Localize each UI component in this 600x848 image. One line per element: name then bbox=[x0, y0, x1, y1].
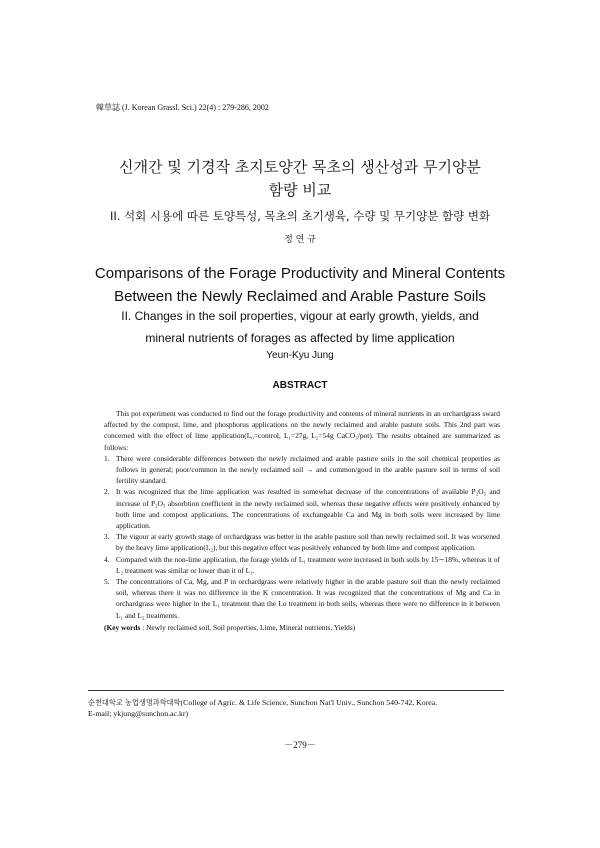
korean-author: 정 연 규 bbox=[284, 235, 316, 245]
korean-title-line-1: 신개간 및 기경작 초지토양간 목초의 생산성과 무기양분 bbox=[119, 158, 481, 176]
korean-subtitle: II. 석회 시용에 따른 토양특성, 목초의 초기생육, 수량 및 무기양분 함량 변화 bbox=[109, 209, 491, 223]
finding-item bbox=[104, 453, 500, 487]
finding-text: Compared with the non-lime application, the forage yields of L₁ treatment were increased in both soils by 15∼18%, whereas it of L₂ treatment was similar or lower than it of L₁. bbox=[116, 554, 500, 575]
finding-text: The vigour at early growth stage of orchardgrass was better in the arable pasture soil than newly reclaimed soil. It was worsened by the heavy lime application(L₂), but this negative effect was positively enhanced by both lime and compost application. bbox=[116, 532, 500, 553]
finding-text: The concentrations of Ca, Mg, and P in orchardgrass were relatively higher in the arable pasture soil than the newly reclaimed soil, whereas there it was no difference in the K concentration. It was recognized that the concentrations of Mg and Ca in orchardgrass were higher in the L₁ treatment than the Lo treatment in both soils, whereas there were no difference in it between L₁ and L₂ treatments. bbox=[116, 577, 500, 620]
english-subtitle bbox=[60, 305, 540, 349]
finding-number: 2. bbox=[104, 487, 110, 497]
english-subtitle-line-1: II. Changes in the soil properties, vigour at early growth, yields, and bbox=[121, 309, 479, 323]
abstract-body bbox=[104, 408, 500, 633]
korean-title bbox=[60, 156, 540, 202]
finding-item bbox=[104, 531, 500, 553]
english-subtitle-line-2: mineral nutrients of forages as affected by lime application bbox=[145, 331, 455, 345]
finding-number: 5. bbox=[104, 577, 110, 587]
finding-number: 3. bbox=[104, 532, 110, 542]
abstract-heading: ABSTRACT bbox=[272, 380, 328, 391]
footnote-divider bbox=[88, 690, 504, 691]
english-title-line-1: Comparisons of the Forage Productivity and Mineral Contents bbox=[94, 265, 506, 282]
english-author: Yeun-Kyu Jung bbox=[266, 350, 334, 361]
keywords bbox=[104, 622, 500, 633]
finding-item bbox=[104, 576, 500, 621]
affiliation-korean: 순천대학교 농업생명과학대학 bbox=[88, 698, 181, 707]
abstract-intro: This pot experiment was conducted to find out the forage productivity and contents of mineral nutrients in an orchardgrass sward affected by the compost, lime, and phosphorus applications on the newly reclaimed and arable pasture soils. This 2nd part was concerned with the effect of lime application(L₀=control, L₁=27g, L₂=54g CaCO₃/pot). The results obtained are summarized as follows: bbox=[104, 409, 500, 452]
finding-text: It was recognized that the lime application was resulted in somewhat decrease of the concentrations of available P₂O₅ and increase of P₂O₅ absorbtion coefficient in the newly reclaimed soil, whereas these negative effects were positively enhanced by both lime and compost applications. The concentrations of exchangeable Ca and Mg in both soils were increased by lime application. bbox=[116, 487, 500, 531]
finding-number: 1. bbox=[104, 453, 110, 463]
finding-item bbox=[104, 486, 500, 531]
journal-reference: 韓草誌 (J. Korean Grassl. Sci.) 22(4) : 279-286, 2002 bbox=[96, 103, 269, 112]
affiliation-english: (College of Agric. & Life Science, Sunchon Nat'l Univ., Sunchon 540-742, Korea. bbox=[180, 698, 438, 707]
affiliation-email: E-mail; ykjung@sunchon.ac.kr) bbox=[88, 709, 189, 718]
finding-text: There were considerable differences between the newly reclaimed and arable pasture soils in the soil chemical properties as follows in general; poor/common in the newly reclaimed soil → and common/good in the arable pasture soil in terms of soil fertility standard. bbox=[116, 453, 500, 486]
finding-item bbox=[104, 554, 500, 576]
finding-number: 4. bbox=[104, 554, 110, 564]
affiliation bbox=[88, 697, 508, 719]
english-title-line-2: Between the Newly Reclaimed and Arable Pasture Soils bbox=[114, 288, 486, 305]
korean-title-line-2: 함량 비교 bbox=[268, 181, 332, 199]
english-title bbox=[60, 262, 540, 308]
findings-list bbox=[104, 453, 500, 621]
keywords-label: (Key words bbox=[104, 622, 141, 632]
keywords-text: : Newly reclaimed soil, Soil properties, Lime, Mineral nutrients, Yields) bbox=[140, 622, 356, 632]
page-number: －279－ bbox=[284, 740, 316, 750]
